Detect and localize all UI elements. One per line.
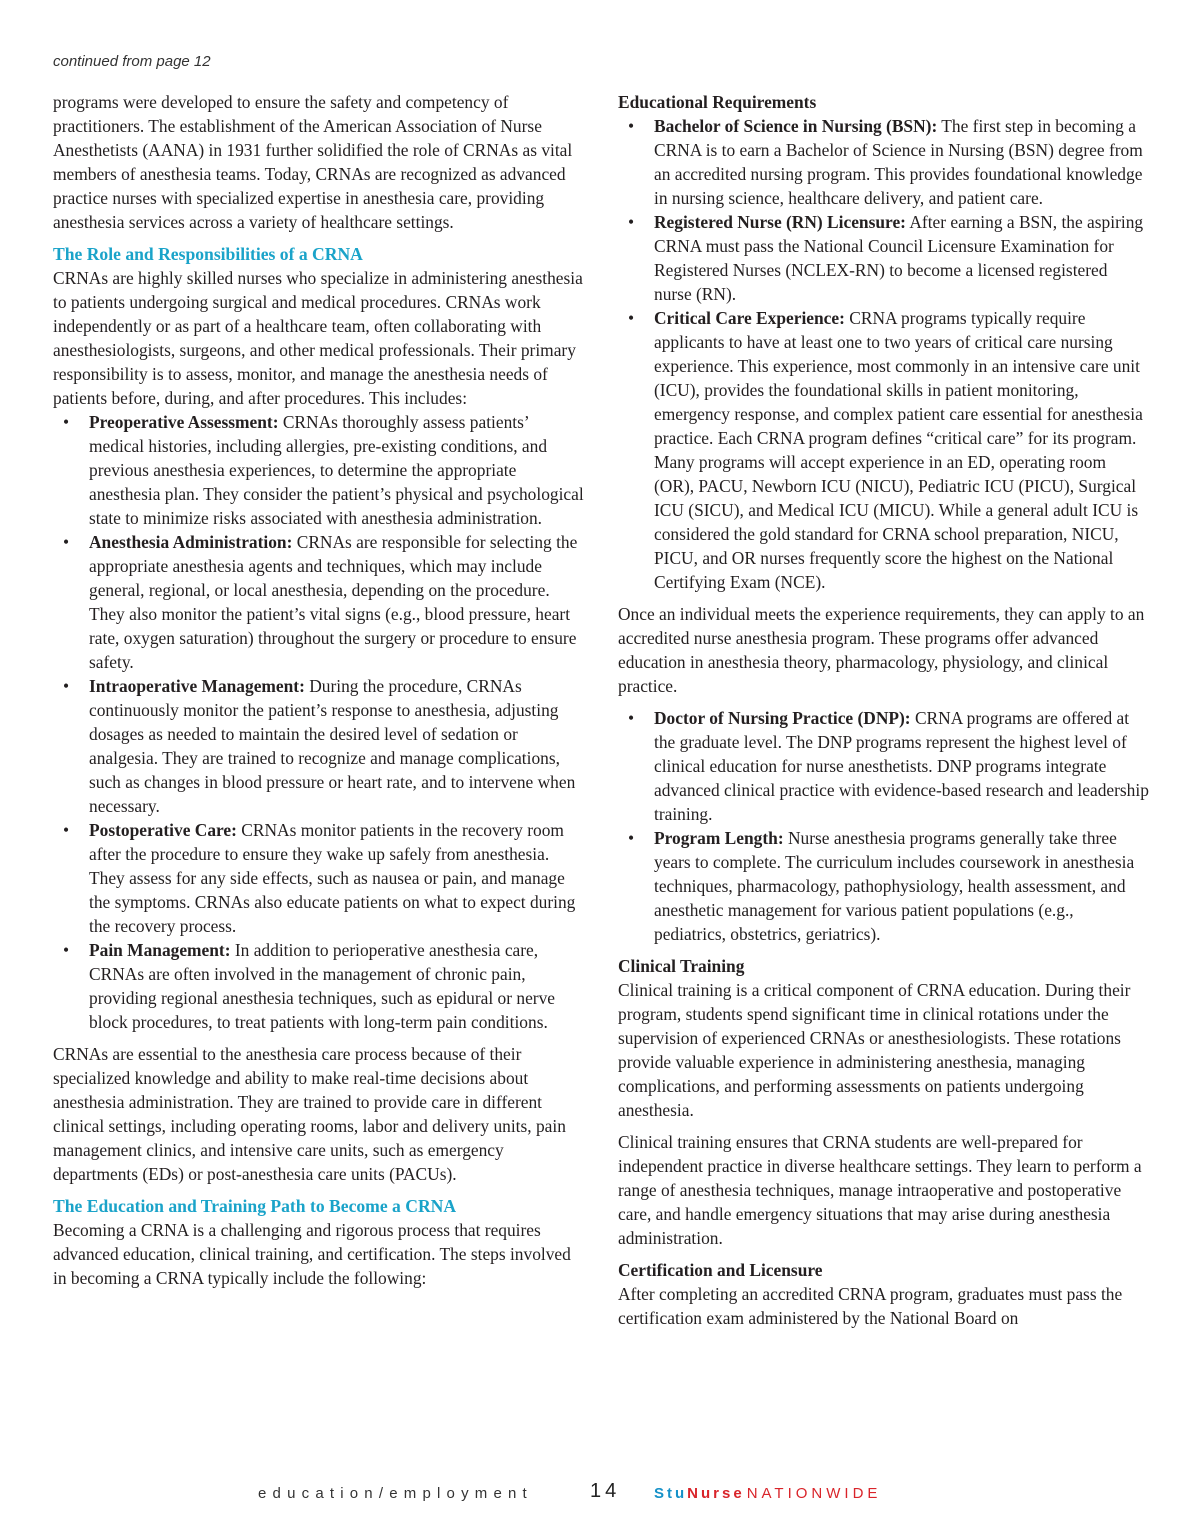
dnp-list (618, 706, 1149, 946)
certification-paragraph: After completing an accredited CRNA program, graduates must pass the certification exam administered by the National Board on (618, 1284, 1123, 1328)
education-heading: The Education and Training Path to Become a CRNA (53, 1196, 457, 1216)
role-paragraph: CRNAs are highly skilled nurses who specialize in administering anesthesia to patients undergoing surgical and medical procedures. CRNAs work independently or as part of a healthcare team, often collaborating with anesthesiologists, surgeons, and other medical professionals. Their primary responsibility is to assess, monitor, and manage the anesthesia needs of patients before, during, and after procedures. This includes: (53, 268, 583, 408)
role-list (53, 410, 584, 1034)
page-footer (0, 1480, 1200, 1505)
certification-heading: Certification and Licensure (618, 1260, 823, 1280)
brand-logo: StuNurse NATIONWIDE (654, 1485, 882, 1502)
page-number: 14 (590, 1480, 621, 1502)
footer-section-label: education/employment (258, 1485, 533, 1502)
intro-paragraph: programs were developed to ensure the safety and competency of practitioners. The establishment of the American Association of Nurse Anesthetists (AANA) in 1931 further solidified the role of CRNAs as vital members of anesthesia teams. Today, CRNAs are recognized as advanced practice nurses with specialized expertise in anesthesia care, providing anesthesia services across a variety of healthcare settings. (53, 92, 573, 232)
list-item: • Doctor of Nursing Practice (DNP): CRNA programs are offered at the graduate level. The DNP programs represent the highest level of clinical education for nurse anesthetists. DNP programs integrate advanced clinical practice with evidence-based research and leadership training. (628, 708, 1149, 824)
list-item: • Bachelor of Science in Nursing (BSN): The first step in becoming a CRNA is to earn a Bachelor of Science in Nursing (BSN) degree from an accredited nursing program. This provides foundational knowledge in nursing science, healthcare delivery, and patient care. (628, 116, 1143, 208)
requirements-list (618, 114, 1149, 594)
requirements-heading: Educational Requirements (618, 92, 817, 112)
list-item: • Critical Care Experience: CRNA programs typically require applicants to have at least one to two years of critical care nursing experience. This experience, most commonly in an intensive care unit (ICU), provides the foundational skills in patient monitoring, emergency response, and complex patient care essential for anesthesia practice. Each CRNA program defines “critical care” for its program. Many programs will accept experience in an ED, operating room (OR), PACU, Newborn ICU (NICU), Pediatric ICU (PICU), Surgical ICU (SICU), and Medical ICU (MICU). While a general adult ICU is considered the gold standard for CRNA school preparation, NICU, PICU, and OR nurses frequently score the highest on the National Certifying Exam (NCE). (628, 308, 1143, 592)
essential-paragraph: CRNAs are essential to the anesthesia care process because of their specialized knowledge and ability to make real-time decisions about anesthesia administration. They are trained to provide care in different clinical settings, including operating rooms, labor and delivery units, pain management clinics, and intensive care units, such as emergency departments (EDs) or post-anesthesia care units (PACUs). (53, 1044, 566, 1184)
list-item: • Postoperative Care: CRNAs monitor patients in the recovery room after the procedure to ensure they wake up safely from anesthesia. They assess for any side effects, such as nausea or pain, and manage the symptoms. CRNAs also educate patients on what to expect during the recovery process. (63, 820, 576, 936)
list-item: • Pain Management: In addition to perioperative anesthesia care, CRNAs are often involved in the management of chronic pain, providing regional anesthesia techniques, such as epidural or nerve block procedures, to treat patients with long-term pain conditions. (63, 940, 556, 1032)
once-paragraph: Once an individual meets the experience requirements, they can apply to an accredited nurse anesthesia program. These programs offer advanced education in anesthesia theory, pharmacology, physiology, and clinical practice. (618, 604, 1145, 696)
list-item: • Preoperative Assessment: CRNAs thoroughly assess patients’ medical histories, including allergies, pre-existing conditions, and previous anesthesia experiences, to determine the appropriate anesthesia plan. They consider the patient’s physical and psychological state to minimize risks associated with anesthesia administration. (63, 412, 584, 528)
continued-note: continued from page 12 (53, 53, 211, 70)
clinical-heading: Clinical Training (618, 956, 745, 976)
list-item: • Registered Nurse (RN) Licensure: After earning a BSN, the aspiring CRNA must pass the National Council Licensure Examination for Registered Nurses (NCLEX-RN) to become a licensed registered nurse (RN). (628, 212, 1144, 304)
role-heading: The Role and Responsibilities of a CRNA (53, 244, 363, 264)
right-column (618, 90, 1149, 1338)
clinical-paragraph-1: Clinical training is a critical component of CRNA education. During their program, students spend significant time in clinical rotations under the supervision of experienced CRNAs or anesthesiologists. These rotations provide valuable experience in administering anesthesia, managing complications, and performing assessments on patients undergoing anesthesia. (618, 980, 1131, 1120)
clinical-paragraph-2: Clinical training ensures that CRNA students are well-prepared for independent practice in diverse healthcare settings. They learn to perform a range of anesthesia techniques, manage intraoperative and postoperative care, and handle emergency situations that may arise during anesthesia administration. (618, 1132, 1142, 1248)
left-column (53, 90, 584, 1298)
list-item: • Intraoperative Management: During the procedure, CRNAs continuously monitor the patient’s response to anesthesia, adjusting dosages as needed to maintain the desired level of sedation or analgesia. They are trained to recognize and manage complications, such as changes in blood pressure or heart rate, and to intervene when necessary. (63, 676, 576, 816)
list-item: • Program Length: Nurse anesthesia programs generally take three years to complete. The curriculum includes coursework in anesthesia techniques, pharmacology, pathophysiology, health assessment, and anesthetic management for various patient populations (e.g., pediatrics, obstetrics, geriatrics). (628, 828, 1135, 944)
education-paragraph: Becoming a CRNA is a challenging and rigorous process that requires advanced education, clinical training, and certification. The steps involved in becoming a CRNA typically include the following: (53, 1220, 571, 1288)
list-item: • Anesthesia Administration: CRNAs are responsible for selecting the appropriate anesthesia agents and techniques, which may include general, regional, or local anesthesia, depending on the procedure. They also monitor the patient’s vital signs (e.g., blood pressure, heart rate, oxygen saturation) throughout the surgery or procedure to ensure safety. (63, 532, 578, 672)
